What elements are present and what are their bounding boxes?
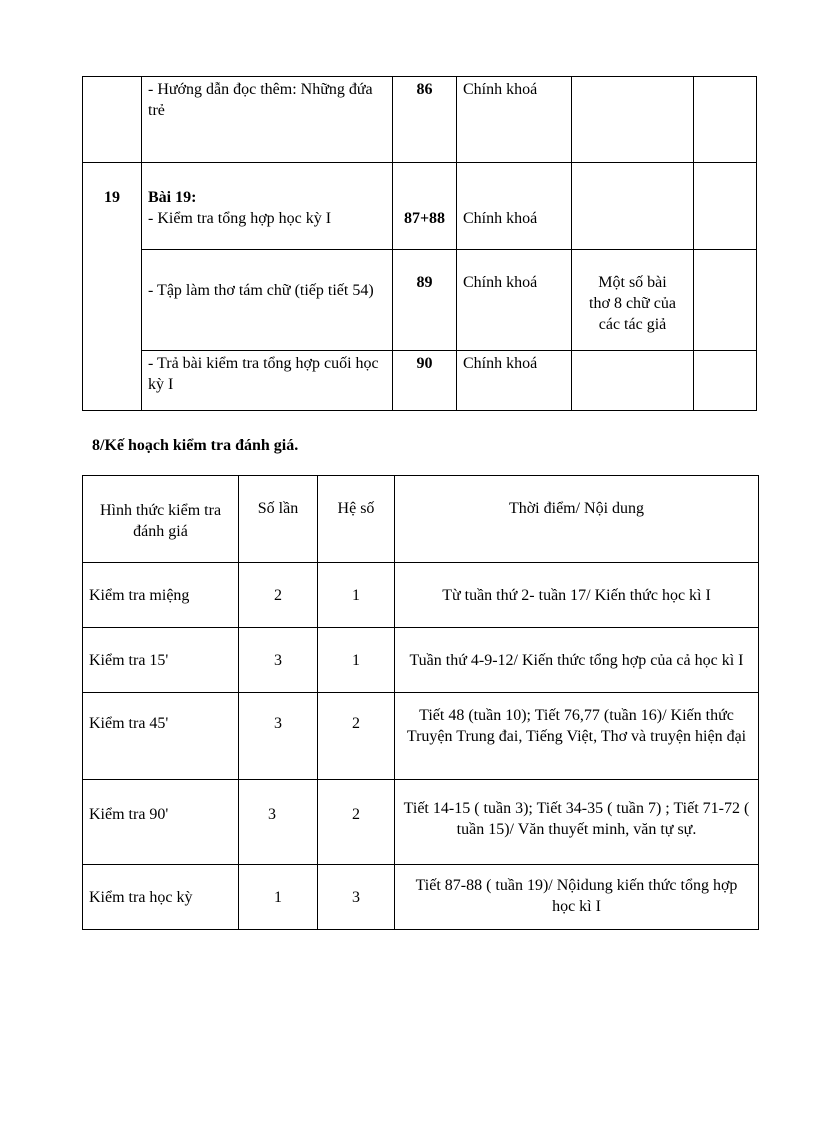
assessment-timing: Tiết 48 (tuần 10); Tiết 76,77 (tuần 16)/ Kiến thức Truyện Trung đai, Tiếng Việt, Thơ và truyện hiện đại bbox=[395, 693, 759, 780]
lesson-content-cell: - Trả bài kiểm tra tổng hợp cuối học kỳ I bbox=[142, 351, 393, 411]
assessment-type: Kiểm tra 15' bbox=[83, 628, 239, 693]
lesson-type-cell: Chính khoá bbox=[457, 77, 572, 163]
week-cell: 19 bbox=[83, 163, 142, 411]
assessment-timing: Từ tuần thứ 2- tuần 17/ Kiến thức học kì I bbox=[395, 563, 759, 628]
table-row bbox=[83, 780, 759, 865]
section-heading: 8/Kế hoạch kiểm tra đánh giá. bbox=[92, 437, 299, 454]
header-row bbox=[83, 476, 759, 563]
table-row bbox=[83, 865, 759, 930]
assessment-table bbox=[82, 475, 759, 930]
period-cell: 86 bbox=[393, 77, 457, 163]
assessment-coefficient: 2 bbox=[318, 693, 395, 780]
header-timing: Thời điểm/ Nội dung bbox=[395, 476, 759, 563]
extra-cell bbox=[694, 163, 757, 250]
assessment-type: Kiểm tra 45' bbox=[83, 693, 239, 780]
extra-cell bbox=[694, 351, 757, 411]
assessment-count: 3 bbox=[239, 780, 318, 865]
lesson-item: - Kiểm tra tổng hợp học kỳ I bbox=[148, 210, 332, 227]
lesson-content-cell: - Tập làm thơ tám chữ (tiếp tiết 54) bbox=[142, 250, 393, 351]
lesson-type-cell: Chính khoá bbox=[457, 250, 572, 351]
period-cell: 89 bbox=[393, 250, 457, 351]
note-cell: Một số bài thơ 8 chữ của các tác giả bbox=[572, 250, 694, 351]
lesson-content-cell bbox=[142, 163, 393, 250]
note-cell bbox=[572, 163, 694, 250]
assessment-type: Kiểm tra miệng bbox=[83, 563, 239, 628]
header-type: Hình thức kiểm tra đánh giá bbox=[83, 476, 239, 563]
note-cell bbox=[572, 351, 694, 411]
lesson-type-cell: Chính khoá bbox=[457, 351, 572, 411]
table-row bbox=[83, 563, 759, 628]
week-cell bbox=[83, 77, 142, 163]
extra-cell bbox=[694, 77, 757, 163]
assessment-coefficient: 1 bbox=[318, 628, 395, 693]
lesson-title: Bài 19: bbox=[148, 189, 197, 206]
table-row bbox=[83, 250, 757, 351]
note-cell bbox=[572, 77, 694, 163]
period-cell: 90 bbox=[393, 351, 457, 411]
assessment-count: 1 bbox=[239, 865, 318, 930]
table-row bbox=[83, 693, 759, 780]
lesson-content-cell: - Hướng dẫn đọc thêm: Những đứa trẻ bbox=[142, 77, 393, 163]
assessment-timing: Tiết 87-88 ( tuần 19)/ Nộidung kiến thức tổng hợp học kì I bbox=[395, 865, 759, 930]
extra-cell bbox=[694, 250, 757, 351]
table-row bbox=[83, 77, 757, 163]
assessment-count: 2 bbox=[239, 563, 318, 628]
assessment-count: 3 bbox=[239, 628, 318, 693]
assessment-timing: Tiết 14-15 ( tuần 3); Tiết 34-35 ( tuần 7) ; Tiết 71-72 ( tuần 15)/ Văn thuyết minh, văn tự sự. bbox=[395, 780, 759, 865]
assessment-type: Kiểm tra học kỳ bbox=[83, 865, 239, 930]
assessment-count: 3 bbox=[239, 693, 318, 780]
table-row bbox=[83, 628, 759, 693]
header-coefficient: Hệ số bbox=[318, 476, 395, 563]
assessment-timing: Tuần thứ 4-9-12/ Kiến thức tổng hợp của cả học kì I bbox=[395, 628, 759, 693]
assessment-coefficient: 1 bbox=[318, 563, 395, 628]
period-cell: 87+88 bbox=[393, 163, 457, 250]
assessment-coefficient: 3 bbox=[318, 865, 395, 930]
schedule-table bbox=[82, 76, 757, 411]
header-count: Số lần bbox=[239, 476, 318, 563]
assessment-coefficient: 2 bbox=[318, 780, 395, 865]
table-row bbox=[83, 351, 757, 411]
assessment-type: Kiểm tra 90' bbox=[83, 780, 239, 865]
table-row bbox=[83, 163, 757, 250]
lesson-type-cell: Chính khoá bbox=[457, 163, 572, 250]
